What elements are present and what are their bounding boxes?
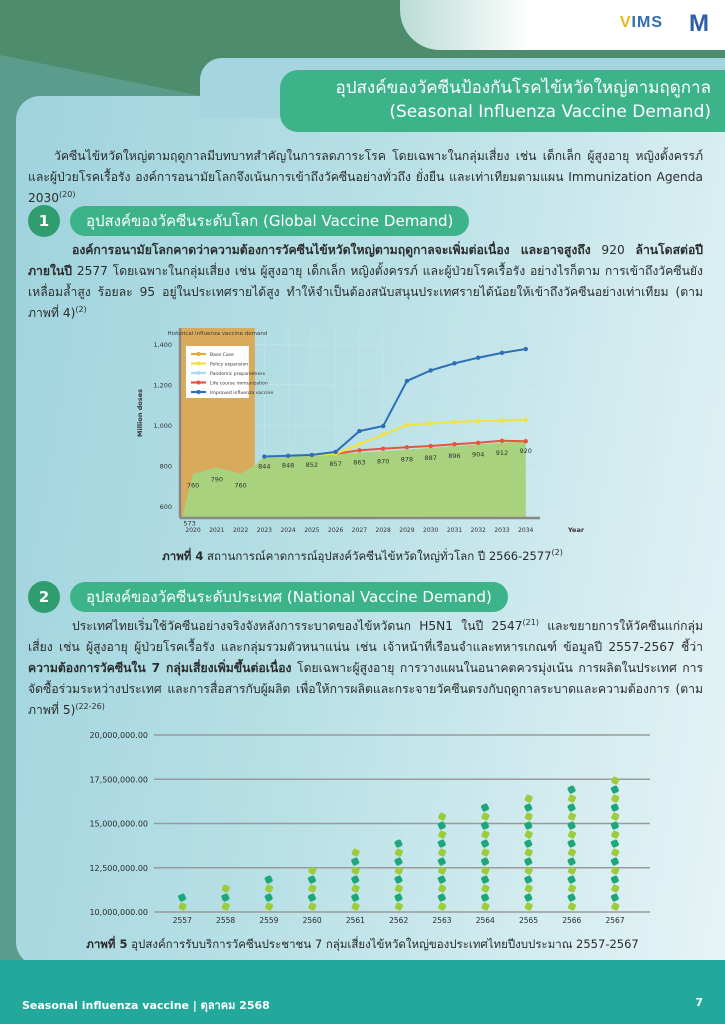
series-point — [381, 446, 385, 450]
x-tick-label: 2033 — [494, 527, 510, 534]
bar-segment — [524, 893, 533, 902]
x-tick-label: 2020 — [185, 527, 201, 534]
series-point — [405, 423, 409, 427]
series-point — [428, 444, 432, 448]
x-tick-label: 2560 — [302, 916, 322, 925]
x-tick-label: 2567 — [605, 916, 625, 925]
bar-segment — [610, 785, 619, 794]
y-tick-label: 15,000,000.00 — [89, 819, 148, 829]
bar-segment — [567, 812, 576, 821]
x-tick-label: 2024 — [280, 527, 296, 534]
legend-label: Life course immunization — [210, 381, 268, 387]
section-2-label: อุปสงค์ของวัคซีนระดับประเทศ (National Vaccine Demand) — [70, 582, 508, 612]
x-tick-label: 2028 — [375, 527, 391, 534]
x-tick-label: 2021 — [209, 527, 225, 534]
intro-paragraph — [28, 146, 703, 209]
x-tick-label: 2566 — [562, 916, 582, 925]
bar-segment — [394, 848, 403, 857]
x-tick-label: 2561 — [345, 916, 365, 925]
bar-segment — [611, 848, 620, 857]
section-2-paragraph — [28, 616, 703, 721]
data-label: 857 — [329, 459, 342, 468]
data-label: 870 — [376, 457, 390, 466]
bar-segment — [351, 875, 360, 884]
series-point — [262, 454, 266, 458]
bar-segment — [524, 812, 533, 821]
series-point — [310, 453, 314, 457]
y-tick-label: 1,400 — [153, 341, 172, 350]
x-tick-label: 2027 — [351, 527, 368, 534]
bar — [307, 866, 317, 911]
bar-segment — [394, 902, 403, 911]
section-1-bold-text: องค์การอนามัยโลกคาดว่าความต้องการวัคซีนไข้หวัดใหญ่ตามฤดูกาลจะเพิ่มต่อเนื่อง และอาจสูงถึง — [72, 243, 591, 257]
bar-segment — [610, 857, 619, 866]
logo-area — [400, 0, 725, 50]
intro-ref: (20) — [59, 189, 76, 199]
section-2-text-2: และขยายการให้วัคซีนแก่กลุ่มเสี่ยง เช่น ผู้สูงอายุ ผู้ป่วยโรคเรื้อรัง และกลุ่มรวมตัวหนาแน่น เช่น เจ้าหน้าที่เรือนจำและทหารเกณฑ์ ข้อมูลปี 2557-2567 ชี้ว่า — [28, 619, 703, 654]
bar-segment — [610, 875, 619, 884]
series-point — [452, 420, 456, 424]
bar-segment — [438, 884, 447, 893]
series-point — [428, 421, 432, 425]
bar-segment — [611, 830, 620, 839]
bar-segment — [481, 830, 490, 839]
series-point — [333, 450, 337, 454]
footer — [0, 960, 725, 1024]
bar-segment — [481, 884, 490, 893]
section-1-heading — [28, 206, 469, 236]
bar-segment — [610, 821, 619, 830]
section-1-number: 1 — [28, 205, 60, 237]
bar-segment — [394, 884, 403, 893]
legend-marker — [197, 362, 201, 366]
bar-segment — [264, 884, 273, 893]
data-label: 863 — [353, 458, 366, 467]
bar-segment — [264, 902, 273, 911]
bar-segment — [221, 902, 230, 911]
bar-segment — [567, 884, 576, 893]
x-axis-title: Year — [567, 526, 585, 534]
bar-segment — [611, 776, 620, 785]
bar-segment — [611, 902, 620, 911]
series-point — [476, 441, 480, 445]
section-2-heading — [28, 582, 508, 612]
bar-segment — [221, 893, 230, 902]
bar-segment — [481, 812, 490, 821]
y-tick-label: 20,000,000.00 — [89, 731, 148, 740]
figure-4-label: ภาพที่ 4 — [162, 549, 204, 563]
bar-segment — [567, 875, 576, 884]
title-english: (Seasonal Influenza Vaccine Demand) — [389, 102, 711, 122]
bar-segment — [567, 785, 576, 794]
bar-segment — [524, 875, 533, 884]
bar-segment — [524, 857, 533, 866]
section-2-bold-text: ความต้องการวัคซีนใน 7 กลุ่มเสี่ยงเพิ่มขึ้นต่อเนื่อง — [28, 661, 292, 675]
data-label: 760 — [186, 481, 200, 490]
series-point — [286, 454, 290, 458]
series-point — [500, 418, 504, 422]
section-1-bold-text-2: ล้านโดสต่อปี ภายในปี — [28, 243, 703, 278]
x-tick-label: 2032 — [470, 527, 486, 534]
series-point — [524, 347, 528, 351]
x-tick-label: 2029 — [399, 527, 415, 534]
bar-segment — [308, 902, 317, 911]
legend-label: Pandemic preparedness — [210, 372, 266, 377]
bar-segment — [481, 848, 490, 857]
bar-segment — [394, 875, 403, 884]
bar-segment — [394, 857, 403, 866]
data-label: 878 — [400, 455, 414, 464]
bar-segment — [524, 839, 533, 848]
bar-segment — [480, 839, 489, 848]
footer-text: Seasonal influenza vaccine | ตุลาคม 2568 — [22, 999, 270, 1012]
y-axis-title: Million doses — [136, 388, 144, 438]
bar-segment — [524, 830, 533, 839]
x-tick-label: 2022 — [232, 527, 249, 534]
bar — [394, 839, 404, 911]
bar-segment — [481, 902, 490, 911]
section-2-ref-2: (22-26) — [75, 701, 105, 711]
x-tick-label: 2565 — [518, 916, 539, 925]
series-point — [500, 351, 504, 355]
bar-segment — [221, 884, 230, 893]
section-1-text: 2577 โดยเฉพาะในกลุ่มเสี่ยง เช่น ผู้สูงอายุ เด็กเล็ก หญิงตั้งครรภ์ และผู้ป่วยโรคเรื้อรัง อย่างไรก็ตาม การเข้าถึงวัคซีนยังเหลื่อมล้ำสูง ร้อยละ 95 อยู่ในประเทศรายได้สูง ทำให้จำเป็นต้องสนับสนุนประเทศรายได้น้อยให้เข้าถึงวัคซีนอย่างเท่าเทียม (ตามภาพที่ 4) — [28, 264, 703, 320]
section-1-ref: (2) — [75, 304, 87, 314]
y-tick-label: 10,000,000.00 — [89, 908, 148, 917]
bar-segment — [178, 902, 187, 911]
series-point — [381, 433, 385, 437]
bar — [351, 848, 361, 911]
bar-segment — [524, 821, 533, 830]
series-point — [405, 379, 409, 383]
national-demand-chart — [60, 724, 660, 929]
vims-logo: VIMS — [619, 14, 663, 31]
bar-segment — [567, 794, 576, 803]
x-tick-label: 2026 — [328, 527, 344, 534]
bar — [221, 884, 231, 911]
data-label: 920 — [519, 447, 532, 456]
bar-segment — [177, 893, 186, 902]
bar-segment — [438, 902, 447, 911]
x-tick-label: 2557 — [172, 916, 192, 925]
section-1-paragraph — [28, 240, 703, 324]
bar-segment — [567, 803, 576, 812]
series-point — [381, 424, 385, 428]
legend-marker — [197, 352, 201, 356]
bar-segment — [437, 857, 446, 866]
bar-segment — [351, 893, 360, 902]
global-demand-chart — [130, 322, 590, 542]
y-tick-label: 600 — [159, 502, 172, 511]
y-tick-label: 1,000 — [153, 422, 172, 431]
bar-segment — [567, 902, 576, 911]
x-tick-label: 2030 — [423, 527, 439, 534]
bar-segment — [480, 803, 489, 812]
data-label: 790 — [210, 475, 224, 484]
bar-segment — [438, 848, 447, 857]
y-tick-label: 1,200 — [153, 381, 172, 390]
figure-4-text: สถานการณ์คาดการณ์อุปสงค์วัคซีนไข้หวัดใหญ่ทั่วโลก ปี 2566-2577 — [203, 549, 552, 563]
x-tick-label: 2023 — [256, 527, 272, 534]
bar-segment — [480, 893, 489, 902]
page-number: 7 — [695, 996, 703, 1009]
series-point — [524, 418, 528, 422]
bar-segment — [264, 875, 273, 884]
y-tick-label: 12,500,000.00 — [89, 863, 148, 873]
bar-segment — [567, 821, 576, 830]
bar-segment — [610, 893, 619, 902]
bar-segment — [567, 848, 576, 857]
bar — [567, 785, 577, 911]
bar-segment — [351, 857, 360, 866]
bar — [437, 812, 447, 911]
bar-segment — [437, 821, 446, 830]
series-point — [357, 442, 361, 446]
series-point — [524, 439, 528, 443]
bar — [480, 803, 490, 911]
x-tick-label: 2563 — [432, 916, 452, 925]
x-tick-label: 2558 — [216, 916, 236, 925]
bar-segment — [394, 893, 403, 902]
bar-segment — [611, 884, 620, 893]
bar — [610, 776, 620, 911]
section-2-ref-1: (21) — [522, 617, 539, 627]
section-1-value: 920 — [590, 243, 636, 257]
x-tick-label: 2562 — [389, 916, 409, 925]
section-2-number: 2 — [28, 581, 60, 613]
bar-segment — [524, 803, 533, 812]
bar-segment — [437, 893, 446, 902]
series-point — [357, 429, 361, 433]
bar-segment — [437, 875, 446, 884]
bar-segment — [611, 794, 620, 803]
bar-segment — [480, 821, 489, 830]
bar-segment — [567, 857, 576, 866]
bar-segment — [438, 812, 447, 821]
series-point — [452, 442, 456, 446]
data-label: 852 — [305, 460, 319, 469]
legend-marker — [197, 381, 201, 385]
bar-segment — [610, 839, 619, 848]
bar-segment — [438, 830, 447, 839]
bar-segment — [351, 884, 360, 893]
legend-marker — [197, 371, 201, 375]
bar-segment — [351, 902, 360, 911]
bar — [177, 893, 187, 911]
data-label: 844 — [258, 462, 271, 471]
x-tick-label: 2025 — [304, 527, 320, 534]
intro-text: วัคซีนไข้หวัดใหญ่ตามฤดูกาลมีบทบาทสำคัญในการลดภาระโรค โดยเฉพาะในกลุ่มเสี่ยง เช่น เด็กเล็ก ผู้สูงอายุ หญิงตั้งครรภ์ และผู้ป่วยโรคเรื้อรัง องค์การอนามัยโลกจึงเน้นการเข้าถึงวัคซีนอย่างทั่วถึง ยั่งยืน และเท่าเทียมตามแผน Immunization Agenda 2030 — [28, 149, 703, 205]
series-point — [500, 439, 504, 443]
legend-marker — [197, 390, 201, 394]
bar-segment — [308, 884, 317, 893]
data-label: 887 — [424, 453, 437, 462]
title-thai: อุปสงค์ของวัคซีนป้องกันโรคไข้หวัดใหญ่ตามฤดูกาล — [335, 78, 711, 98]
x-tick-label: 2564 — [475, 916, 495, 925]
bar-segment — [524, 884, 533, 893]
bar-segment — [524, 794, 533, 803]
section-2-text-3: โดยเฉพาะผู้สูงอายุ การวางแผนในอนาคตควรมุ่งเน้น การผลิตในประเทศ การจัดซื้อร่วมระหว่างประเทศ และการสื่อสารกับผู้ผลิต เพื่อให้การผลิตและกระจายวัคซีนตรงกับฤดูกาลระบาดและความต้องการ (ตามภาพที่ 5) — [28, 661, 703, 717]
bar-segment — [567, 893, 576, 902]
data-label: 573 — [183, 519, 196, 528]
figure-5-text: อุปสงค์การรับบริการวัคซีนประชาชน 7 กลุ่มเสี่ยงไข้หวัดใหญ่ของประเทศไทยปีงบประมาณ 2557-2567 — [127, 937, 639, 951]
x-tick-label: 2031 — [446, 527, 463, 534]
series-point — [357, 448, 361, 452]
x-tick-label: 2559 — [259, 916, 279, 925]
bar-segment — [307, 893, 316, 902]
bar-segment — [264, 893, 273, 902]
x-tick-label: 2034 — [518, 527, 534, 534]
data-label: 904 — [472, 450, 485, 459]
bar-segment — [480, 875, 489, 884]
figure-4-ref: (2) — [551, 548, 563, 558]
series-line — [264, 349, 525, 457]
y-tick-label: 800 — [159, 462, 172, 471]
data-label: 848 — [281, 461, 295, 470]
y-tick-label: 17,500,000.00 — [89, 775, 148, 785]
bar-segment — [307, 875, 316, 884]
data-label: 912 — [495, 448, 509, 457]
data-label: 896 — [448, 452, 461, 461]
bar-segment — [611, 812, 620, 821]
series-point — [405, 445, 409, 449]
section-2-text-1: ประเทศไทยเริ่มใช้วัคซีนอย่างจริงจังหลังการระบาดของไข้หวัดนก H5N1 ในปี 2547 — [72, 619, 523, 633]
bar-segment — [394, 839, 403, 848]
bar-segment — [524, 848, 533, 857]
bar-segment — [567, 839, 576, 848]
bar-segment — [524, 902, 533, 911]
section-1-label: อุปสงค์ของวัคซีนระดับโลก (Global Vaccine Demand) — [70, 206, 469, 236]
series-point — [428, 368, 432, 372]
figure-5-caption — [0, 936, 725, 954]
bar-segment — [480, 857, 489, 866]
bar — [264, 875, 274, 911]
figure-4-caption — [0, 548, 725, 566]
series-point — [452, 361, 456, 365]
legend-label: Base Case — [210, 353, 234, 358]
data-label: 760 — [234, 481, 247, 490]
legend-title: Historical influenza vaccine demand — [167, 331, 268, 337]
bar-segment — [567, 830, 576, 839]
series-point — [476, 356, 480, 360]
figure-5-label: ภาพที่ 5 — [86, 937, 128, 951]
bar-segment — [437, 839, 446, 848]
bar-segment — [351, 848, 360, 857]
partner-logo: M — [689, 10, 709, 37]
series-point — [476, 419, 480, 423]
bar — [524, 794, 534, 911]
page-title — [280, 70, 725, 132]
legend-label: Policy expansion — [210, 362, 249, 368]
bar-segment — [610, 803, 619, 812]
legend-label: Improved influenza vaccine — [210, 391, 274, 396]
